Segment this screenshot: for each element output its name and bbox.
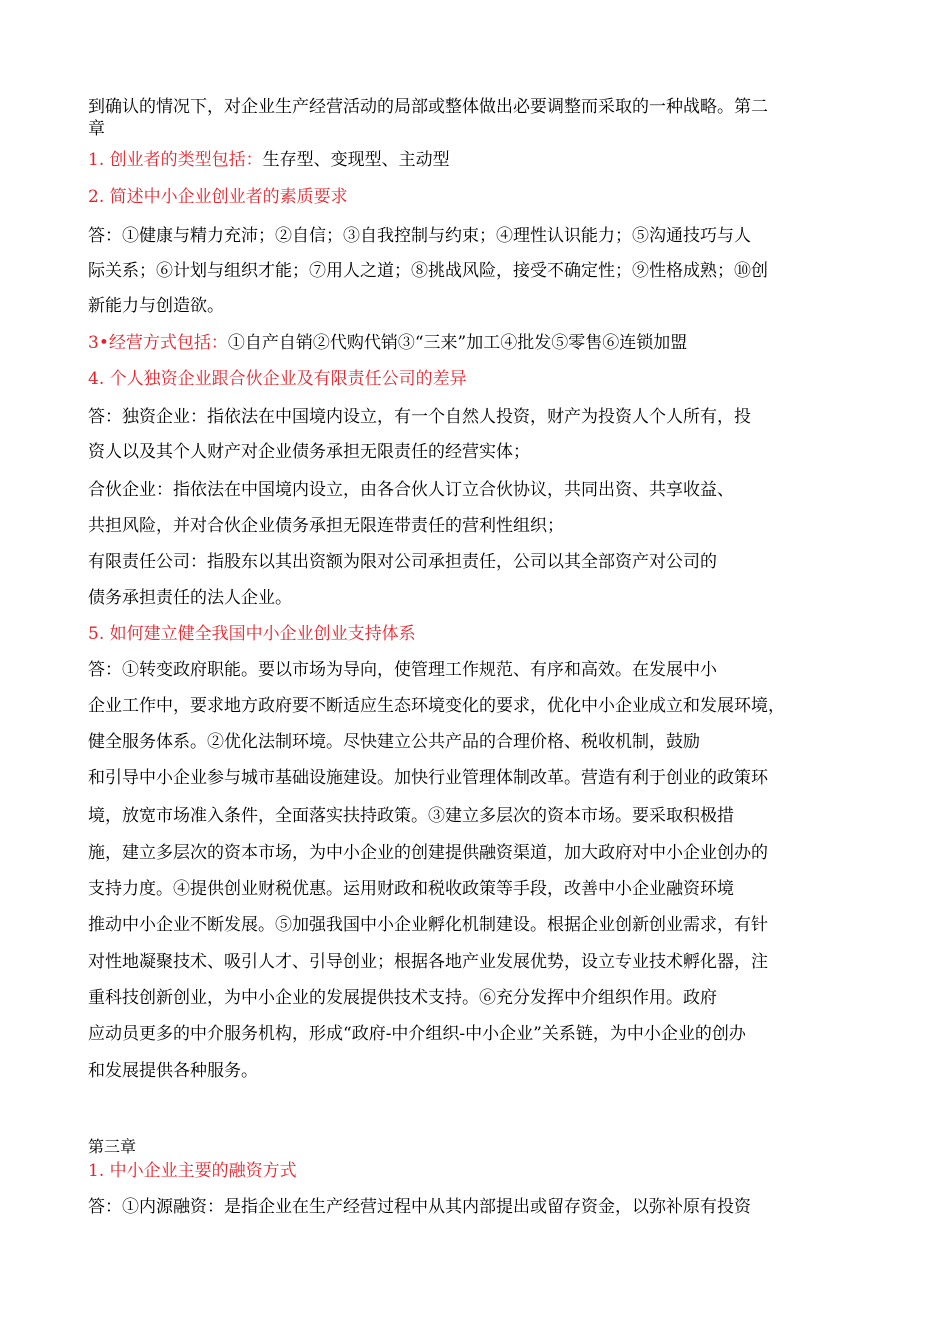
chapter-heading: 章 (88, 119, 105, 139)
text-line: 资人以及其个人财产对企业债务承担无限责任的经营实体； (88, 442, 530, 462)
question-heading: 2. 简述中小企业创业者的素质要求 (88, 187, 348, 207)
text-line: 健全服务体系。②优化法制环境。尽快建立公共产品的合理价格、税收机制，鼓励 (88, 732, 700, 752)
text-line: 和发展提供各种服务。 (88, 1061, 258, 1081)
text-line: 应动员更多的中介服务机构，形成“政府-中介组织-中小企业”关系链，为中小企业的创办 (88, 1024, 746, 1044)
text-line: 支持力度。④提供创业财税优惠。运用财政和税收政策等手段，改善中小企业融资环境 (88, 879, 734, 899)
text-line: 债务承担责任的法人企业。 (88, 588, 292, 608)
text-line: 合伙企业：指依法在中国境内设立，由各合伙人订立合伙协议，共同出资、共享收益、 (88, 480, 734, 500)
chapter-heading: 第三章 (88, 1137, 137, 1156)
text-line: 境，放宽市场准入条件，全面落实扶持政策。③建立多层次的资本市场。要采取积极措 (88, 806, 734, 826)
text-line: 答：①健康与精力充沛；②自信；③自我控制与约束；④理性认识能力；⑤沟通技巧与人 (88, 226, 751, 246)
text-line: 共担风险，并对合伙企业债务承担无限连带责任的营利性组织； (88, 516, 564, 536)
text-line: 答：①转变政府职能。要以市场为导向，使管理工作规范、有序和高效。在发展中小 (88, 660, 717, 680)
text-line: 企业工作中，要求地方政府要不断适应生态环境变化的要求，优化中小企业成立和发展环境， (88, 696, 785, 716)
text-line: 施，建立多层次的资本市场，为中小企业的创建提供融资渠道，加大政府对中小企业创办的 (88, 843, 768, 863)
question-answer: ①自产自销②代购代销③“三来”加工④批发⑤零售⑥连锁加盟 (227, 333, 688, 353)
text-line: 重科技创新创业，为中小企业的发展提供技术支持。⑥充分发挥中介组织作用。政府 (88, 988, 717, 1008)
text-line: 答：①内源融资：是指企业在生产经营过程中从其内部提出或留存资金，以弥补原有投资 (88, 1197, 751, 1217)
question-label: 3•经营方式包括： (88, 333, 228, 353)
text-line: 推动中小企业不断发展。⑤加强我国中小企业孵化机制建设。根据企业创新创业需求，有针 (88, 915, 768, 935)
question-label: 1. 创业者的类型包括： (88, 150, 263, 170)
text-line: 和引导中小企业参与城市基础设施建设。加快行业管理体制改革。营造有利于创业的政策环 (88, 768, 768, 788)
text-line: 答：独资企业：指依法在中国境内设立，有一个自然人投资，财产为投资人个人所有，投 (88, 407, 751, 427)
text-line: 际关系；⑥计划与组织才能；⑦用人之道；⑧挑战风险，接受不确定性；⑨性格成熟；⑩创 (88, 261, 768, 281)
question-heading: 4. 个人独资企业跟合伙企业及有限责任公司的差异 (88, 369, 467, 389)
question-heading (88, 332, 687, 354)
text-line: 对性地凝聚技术、吸引人才、引导创业；根据各地产业发展优势，设立专业技术孵化器，注 (88, 952, 768, 972)
question-heading: 1. 中小企业主要的融资方式 (88, 1161, 297, 1181)
question-heading (88, 149, 450, 171)
question-heading: 5. 如何建立健全我国中小企业创业支持体系 (88, 624, 416, 644)
text-line: 有限责任公司：指股东以其出资额为限对公司承担责任，公司以其全部资产对公司的 (88, 552, 717, 572)
question-answer: 生存型、变现型、主动型 (262, 150, 450, 170)
text-line: 到确认的情况下，对企业生产经营活动的局部或整体做出必要调整而采取的一种战略。第二 (88, 97, 768, 117)
text-line: 新能力与创造欲。 (88, 296, 224, 316)
